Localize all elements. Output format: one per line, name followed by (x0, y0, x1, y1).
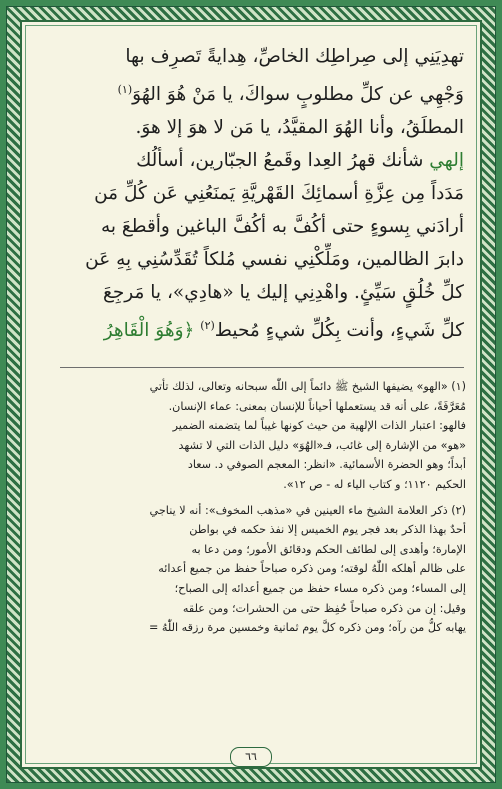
footnote-separator (60, 367, 464, 368)
footnote-2-line: يهابه كلُّ من رآه؛ ومن ذكره كلَّ يوم ثمانية وخمسين مرة رزقه اللّٰهُ = (148, 621, 466, 635)
footnote-1-line: مُعَرَّفَةً، على أنه قد يستعملها أحياناً للإنسان بمعنى: عماء الإنسان. (168, 399, 466, 413)
main-text-line-3: المطلَقُ، وأنا الهُوَ المقيَّدُ، يا مَن لا هوَ إلا هوَ. (135, 117, 464, 139)
page-number: ٦٦ (230, 747, 272, 767)
main-text-line-1: تهدِيَنِي إلى صِراطِك الخاصِّ، هِدايةً تَصرِف بها (125, 46, 464, 67)
highlighted-word: إلهي (429, 150, 464, 172)
footnote-1-line: أبداً؛ وهو الحضرة الأسمائية. «انظر: المعجم الصوفي د. سعاد (187, 458, 466, 472)
quran-verse-start: ﴿وَهُوَ الْقَاهِرُ (103, 320, 195, 342)
footnote-1-line: فالهو: اعتبار الذات الإلهية من حيث كونها غيباً لما يتضمنه الضمير (172, 419, 466, 433)
main-text-line-6: أرادَني بِسوءٍ حتى أكُفَّ به أكُفَّ الباغين وأقطعَ به (100, 216, 464, 238)
footnote-2-line: إلى المساء؛ ومن ذكره مساء حفظ من جميع أعدائه إلى الصباح؛ (174, 581, 466, 595)
footnote-1-line: «هو» من الإشارة إلى غائب، فـ«الهُوَ» دليل الذات التي لا تشهد (178, 438, 466, 452)
main-text-line-5: مَدَداً مِن عِزَّةِ أسمائِكَ القَهْريَّةِ يَمنَعُنِي عَن كُلِّ مَن (94, 183, 464, 205)
main-text-line-8: كلِّ خُلُقٍ سَيِّئٍ. واهْدِنِي إليك يا «هادِي»، يا مَرجِعَ (103, 282, 464, 304)
footnotes (36, 377, 466, 638)
main-text-line-7: دابرَ الظالمين، ومَلِّكْنِي نفسي مُلكاً تُقَدِّسُنِي بِهِ عَن (85, 249, 464, 271)
main-text-line-4: إلهي شأنك قهرُ العِدا وقَمعُ الجبّارين، أسألُك (136, 150, 464, 172)
footnote-1-line: (١) «الهو» يضيفها الشيخ ﷺ دائماً إلى اللّٰه سبحانه وتعالى، لذلك تأتي (149, 380, 466, 393)
footnote-2-line: على ظالم أهلكه اللّٰهُ لوقته؛ ومن ذكره صباحاً حفظ من جميع أعدائه (158, 562, 466, 576)
main-text-line-9: كلِّ شَيءٍ، وأنت بِكُلِّ شيءٍ مُحيط$^{(٢)}$ ﴿وَهُوَ الْقَاهِرُ (103, 319, 464, 342)
footnote-2-line: الإمارة؛ وأهدى إلى لطائف الحكم ودقائق الأمور؛ ومن دعا به (191, 542, 466, 556)
footnote-marker-1: (١) (117, 83, 133, 96)
footnote-1-line: الحكيم ١١٢٠؛ و كتاب الياء له - ص ١٢». (283, 477, 466, 491)
footnote-2-line: (٢) ذكر العلامة الشيخ ماء العينين في «مذهب المخوف»: أنه لا يناجي (149, 503, 466, 517)
main-text-line-2: وَجْهِي عن كلِّ مطلوبٍ سواكَ، يا مَنْ هُوَ الهُوَ$^{(١)}$ (117, 83, 464, 106)
footnote-2-line: وقيل: إن من ذكره صباحاً حُفِظ حتى من الحشرات؛ ومن علقه (182, 601, 466, 615)
footnote-2-line: أحدٌ بهذا الذكر بعد فجر يوم الخميس إلا نفذ حكمه في بواطن (189, 523, 466, 537)
footnote-marker-2: (٢) (200, 319, 215, 333)
